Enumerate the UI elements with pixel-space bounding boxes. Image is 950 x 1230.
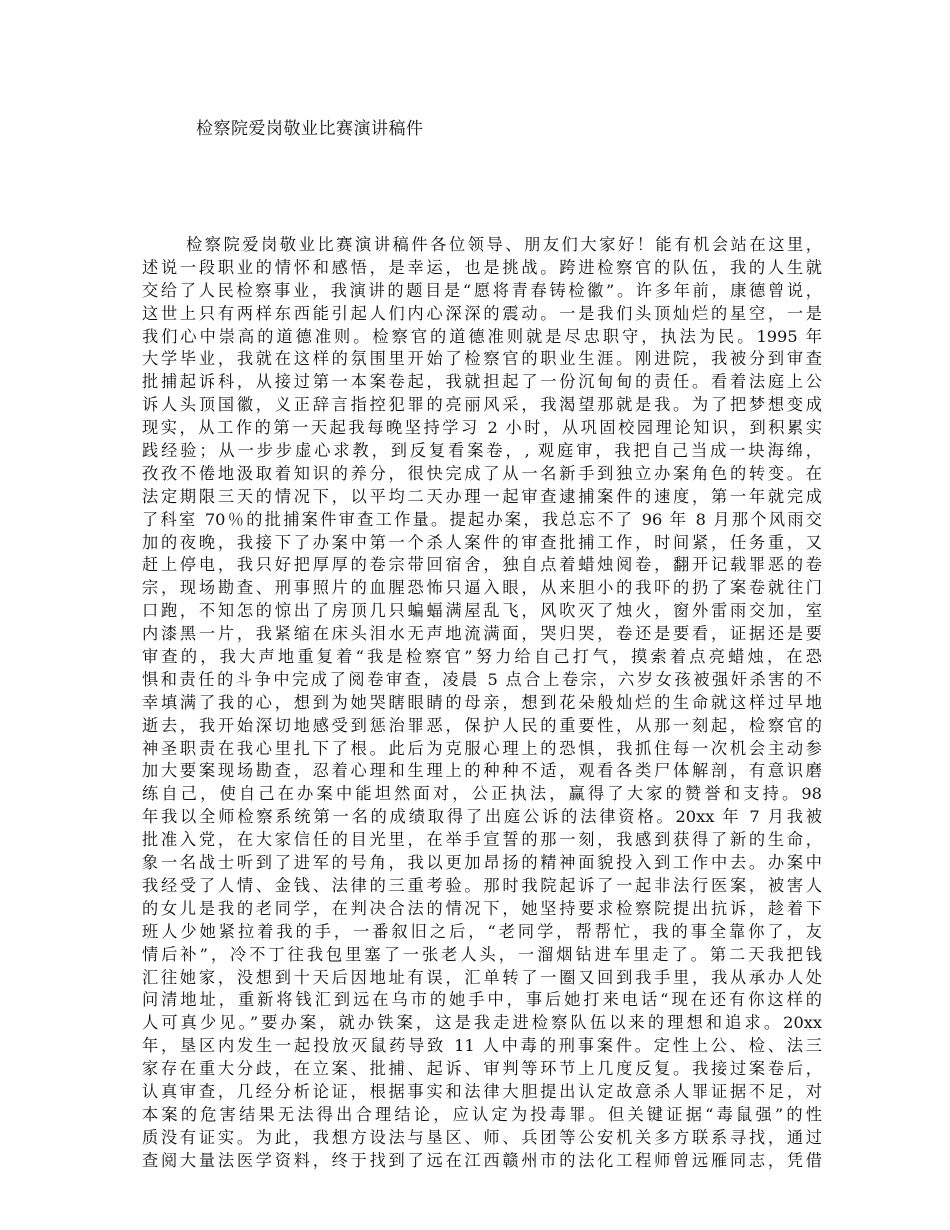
body-line: 认真审查，几经分析论证，根据事实和法律大胆提出认定故意杀人罪证据不足，对 <box>142 1081 822 1101</box>
body-line: 审查的，我大声地重复着“我是检察官”努力给自己打气，摸索着点亮蜡烛，在恐 <box>142 647 822 667</box>
body-line: 神圣职责在我心里扎下了根。此后为克服心理上的恐惧，我抓住每一次机会主动参 <box>142 738 822 758</box>
body-line: 逝去，我开始深切地感受到惩治罪恶，保护人民的重要性，从那一刻起，检察官的 <box>142 715 822 735</box>
body-line: 的女儿是我的老同学，在判决合法的情况下，她坚持要求检察院提出抗诉，趁着下 <box>142 898 822 918</box>
body-line: 内漆黑一片，我紧缩在床头泪水无声地流满面，哭归哭，卷还是要看，证据还是要 <box>142 624 822 644</box>
body-line: 我们心中崇高的道德准则。检察官的道德准则就是尽忠职守，执法为民。1995 年 <box>142 326 822 346</box>
body-line: 大学毕业，我就在这样的氛围里开始了检察官的职业生涯。刚进院，我被分到审查 <box>142 349 822 369</box>
document-title: 检察院爱岗敬业比赛演讲稿件 <box>196 119 424 139</box>
body-line: 了科室 70％的批捕案件审查工作量。提起办案，我总忘不了 96 年 8 月那个风雨交 <box>142 509 822 529</box>
body-line: 查阅大量法医学资料，终于找到了远在江西赣州市的法化工程师曾远雁同志，凭借 <box>142 1150 822 1170</box>
body-line: 年，垦区内发生一起投放灭鼠药导致 11 人中毒的刑事案件。定性上公、检、法三 <box>142 1036 822 1056</box>
body-line: 练自己，使自己在办案中能坦然面对，公正执法，赢得了大家的赞誉和支持。98 <box>142 784 822 804</box>
body-line: 口跑，不知怎的惊出了房顶几只蝙蝠满屋乱飞，风吹灭了烛火，窗外雷雨交加，室 <box>142 601 822 621</box>
body-line: 现实，从工作的第一天起我每晚坚持学习 2 小时，从巩固校园理论知识，到积累实 <box>142 418 822 438</box>
body-line: 幸填满了我的心，想到为她哭瞎眼睛的母亲，想到花朵般灿烂的生命就这样过早地 <box>142 692 822 712</box>
body-line: 批准入党，在大家信任的目光里，在举手宣誓的那一刻，我感到获得了新的生命， <box>142 830 822 850</box>
body-line: 问清地址，重新将钱汇到远在乌市的她手中，事后她打来电话“现在还有你这样的 <box>142 990 822 1010</box>
body-line: 这世上只有两样东西能引起人们内心深深的震动。一是我们头顶灿烂的星空，一是 <box>142 303 822 323</box>
body-line: 诉人头顶国徽，义正辞言指控犯罪的亮丽风采，我渴望那就是我。为了把梦想变成 <box>142 395 822 415</box>
body-line: 班人少她紧拉着我的手，一番叙旧之后，“老同学，帮帮忙，我的事全靠你了，友 <box>142 921 822 941</box>
body-line: 孜孜不倦地汲取着知识的养分，很快完成了从一名新手到独立办案角色的转变。在 <box>142 463 822 483</box>
body-line: 检察院爱岗敬业比赛演讲稿件各位领导、朋友们大家好！能有机会站在这里， <box>186 235 822 254</box>
body-line: 惧和责任的斗争中完成了阅卷审查，凌晨 5 点合上卷宗，六岁女孩被强奸杀害的不 <box>142 669 822 689</box>
body-line: 象一名战士听到了进军的号角，我以更加昂扬的精神面貌投入到工作中去。办案中 <box>142 853 822 873</box>
body-line: 情后补”，冷不丁往我包里塞了一张老人头，一溜烟钻进车里走了。第二天我把钱 <box>142 944 822 964</box>
body-line: 人可真少见。”要办案，就办铁案，这是我走进检察队伍以来的理想和追求。20xx <box>142 1013 822 1033</box>
body-line: 批捕起诉科，从接过第一本案卷起，我就担起了一份沉甸甸的责任。看着法庭上公 <box>142 372 822 392</box>
body-line: 践经验；从一步步虚心求教，到反复看案卷，, 观庭审，我把自己当成一块海绵， <box>142 441 822 461</box>
body-line: 本案的危害结果无法得出合理结论，应认定为投毒罪。但关键证据“毒鼠强”的性 <box>142 1104 822 1124</box>
body-line: 交给了人民检察事业，我演讲的题目是“愿将青春铸检徽”。许多年前，康德曾说， <box>142 280 822 300</box>
body-line: 宗，现场勘查、刑事照片的血腥恐怖只逼入眼，从来胆小的我吓的扔了案卷就往门 <box>142 578 822 598</box>
body-line: 质没有证实。为此，我想方设法与垦区、师、兵团等公安机关多方联系寻找，通过 <box>142 1127 822 1147</box>
body-line: 法定期限三天的情况下，以平均二天办理一起审查逮捕案件的速度，第一年就完成 <box>142 486 822 506</box>
body-line: 汇往她家，没想到十天后因地址有误，汇单转了一圈又回到我手里，我从承办人处 <box>142 967 822 987</box>
body-line: 年我以全师检察系统第一名的成绩取得了出庭公诉的法律资格。20xx 年 7 月我被 <box>142 807 822 827</box>
document-body <box>142 234 822 1173</box>
body-line: 我经受了人情、金钱、法律的三重考验。那时我院起诉了一起非法行医案，被害人 <box>142 875 822 895</box>
body-line: 加大要案现场勘查，忍着心理和生理上的种种不适，观看各类尸体解剖，有意识磨 <box>142 761 822 781</box>
body-line: 述说一段职业的情怀和感悟，是幸运，也是挑战。跨进检察官的队伍，我的人生就 <box>142 257 822 277</box>
body-line: 加的夜晚，我接下了办案中第一个杀人案件的审查批捕工作，时间紧，任务重，又 <box>142 532 822 552</box>
body-line: 家存在重大分歧，在立案、批捕、起诉、审判等环节上几度反复。我接过案卷后， <box>142 1059 822 1079</box>
body-line: 赶上停电，我只好把厚厚的卷宗带回宿舍，独自点着蜡烛阅卷，翻开记载罪恶的卷 <box>142 555 822 575</box>
